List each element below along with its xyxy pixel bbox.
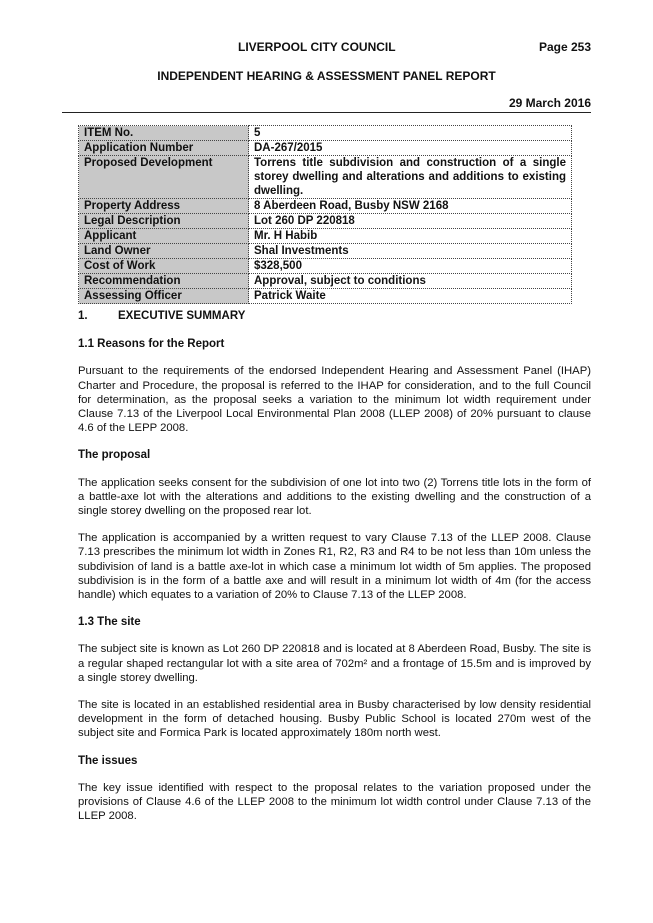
row-label: Land Owner [79, 244, 249, 259]
row-label: Property Address [79, 199, 249, 214]
row-value: DA-267/2015 [249, 141, 572, 156]
row-value: Lot 260 DP 220818 [249, 214, 572, 229]
site-paragraph: The site is located in an established residential area in Busby characterised by low density residential development in the form of detached housing. Busby Public School is located 270m west of the subject site and Formica Park is located approximately 180m north west. [78, 699, 591, 740]
row-value: 8 Aberdeen Road, Busby NSW 2168 [249, 199, 572, 214]
row-value: $328,500 [249, 259, 572, 274]
reasons-heading: 1.1 Reasons for the Report [78, 338, 225, 351]
row-label: Recommendation [79, 274, 249, 289]
section-number: 1. [78, 310, 88, 322]
table-row [79, 289, 572, 304]
row-value: 5 [249, 126, 572, 141]
table-row [79, 274, 572, 289]
proposal-paragraph: The application is accompanied by a written request to vary Clause 7.13 of the LLEP 2008. Clause 7.13 prescribes the minimum lot width in Zones R1, R2, R3 and R4 to be not less than 10m unless the subdivision of land is a battle axe-lot in which case a minimum lot width of 5m applies. The proposed subdivision is in the form of a battle axe and will result in a minimum lot width of 4m (for the access handle) which equates to a variation of 20% to Clause 7.13 of the LLEP 2008. [78, 532, 591, 602]
report-title: INDEPENDENT HEARING & ASSESSMENT PANEL REPORT [157, 69, 496, 83]
table-row [79, 156, 572, 199]
row-label: Proposed Development [79, 156, 249, 199]
row-value: Mr. H Habib [249, 229, 572, 244]
council-name: LIVERPOOL CITY COUNCIL [238, 40, 396, 54]
row-label: Applicant [79, 229, 249, 244]
table-row [79, 126, 572, 141]
table-row [79, 199, 572, 214]
issues-paragraph: The key issue identified with respect to the proposal relates to the variation proposed under the provisions of Clause 4.6 of the LLEP 2008 to the minimum lot width control under Clause 7.13 of the LLEP 2008. [78, 781, 591, 823]
row-value: Shal Investments [249, 244, 572, 259]
header-divider [62, 112, 591, 113]
issues-heading: The issues [78, 754, 138, 767]
proposal-heading: The proposal [78, 449, 151, 462]
table-row [79, 229, 572, 244]
table-row [79, 141, 572, 156]
row-label: Legal Description [79, 214, 249, 229]
report-body [78, 309, 591, 836]
row-label: Cost of Work [79, 259, 249, 274]
row-value: Approval, subject to conditions [249, 274, 572, 289]
report-date: 29 March 2016 [508, 96, 591, 110]
reasons-paragraph: Pursuant to the requirements of the endorsed Independent Hearing and Assessment Panel (IHAP) Charter and Procedure, the proposal is referred to the IHAP for consideration, and to the full Council for determination, as the proposal seeks a variation to the minimum lot width requirement under Clause 7.13 of the Liverpool Local Environmental Plan 2008 (LLEP 2008) of 20% pursuant to clause 4.6 of the LEPP 2008. [78, 365, 591, 435]
row-label: Application Number [79, 141, 249, 156]
page-number: Page 253 [538, 40, 591, 54]
table-row [79, 214, 572, 229]
row-label: Assessing Officer [79, 289, 249, 304]
proposal-paragraph: The application seeks consent for the subdivision of one lot into two (2) Torrens title lots in the form of a battle-axe lot with the alterations and additions to the existing dwelling and the construction of a single storey dwelling on the proposed rear lot. [78, 476, 591, 518]
row-value: Torrens title subdivision and construction of a single storey dwelling and alterations and additions to existing dwelling. [249, 156, 572, 199]
section-title: EXECUTIVE SUMMARY [118, 310, 246, 322]
table-row [79, 259, 572, 274]
executive-summary-heading [78, 309, 591, 323]
site-heading: 1.3 The site [78, 616, 141, 629]
site-paragraph: The subject site is known as Lot 260 DP 220818 and is located at 8 Aberdeen Road, Busby. The site is a regular shaped rectangular lot with a site area of 702m² and a frontage of 15.5m and is improved by a single storey dwelling. [78, 643, 591, 684]
row-label: ITEM No. [79, 126, 249, 141]
row-value: Patrick Waite [249, 289, 572, 304]
application-info-table [78, 125, 572, 304]
table-row [79, 244, 572, 259]
